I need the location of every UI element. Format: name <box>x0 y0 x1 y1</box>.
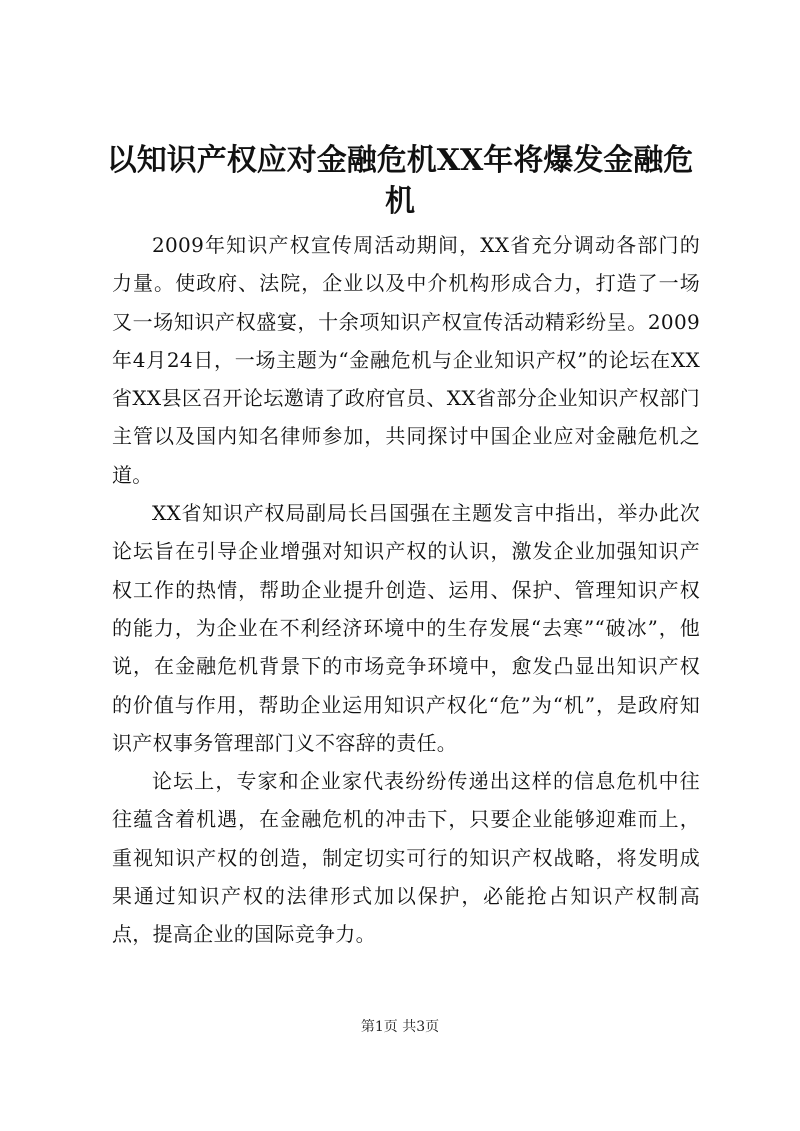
document-body <box>112 226 700 954</box>
paragraph-1: 2009年知识产权宣传周活动期间，XX省充分调动各部门的力量。使政府、法院，企业以及中介机构形成合力，打造了一场又一场知识产权盛宴，十余项知识产权宣传活动精彩纷呈。2009年4月24日，一场主题为“金融危机与企业知识产权”的论坛在XX省XX县区召开论坛邀请了政府官员、XX省部分企业知识产权部门主管以及国内知名律师参加，共同探讨中国企业应对金融危机之道。 <box>112 233 700 487</box>
page-number-footer: 第1页 共3页 <box>360 1019 440 1035</box>
paragraph-2: XX省知识产权局副局长吕国强在主题发言中指出，举办此次论坛旨在引导企业增强对知识产权的认识，激发企业加强知识产权工作的热情，帮助企业提升创造、运用、保护、管理知识产权的能力，为企业在不利经济环境中的生存发展“去寒”“破冰”，他说，在金融危机背景下的市场竞争环境中，愈发凸显出知识产权的价值与作用，帮助企业运用知识产权化“危”为“机”，是政府知识产权事务管理部门义不容辞的责任。 <box>112 501 700 755</box>
document-title: 以知识产权应对金融危机XX年将爆发金融危机 <box>106 143 694 219</box>
paragraph-3: 论坛上，专家和企业家代表纷纷传递出这样的信息危机中往往蕴含着机遇，在金融危机的冲击下，只要企业能够迎难而上，重视知识产权的创造，制定切实可行的知识产权战略，将发明成果通过知识产权的法律形式加以保护，必能抢占知识产权制高点，提高企业的国际竞争力。 <box>112 769 700 947</box>
